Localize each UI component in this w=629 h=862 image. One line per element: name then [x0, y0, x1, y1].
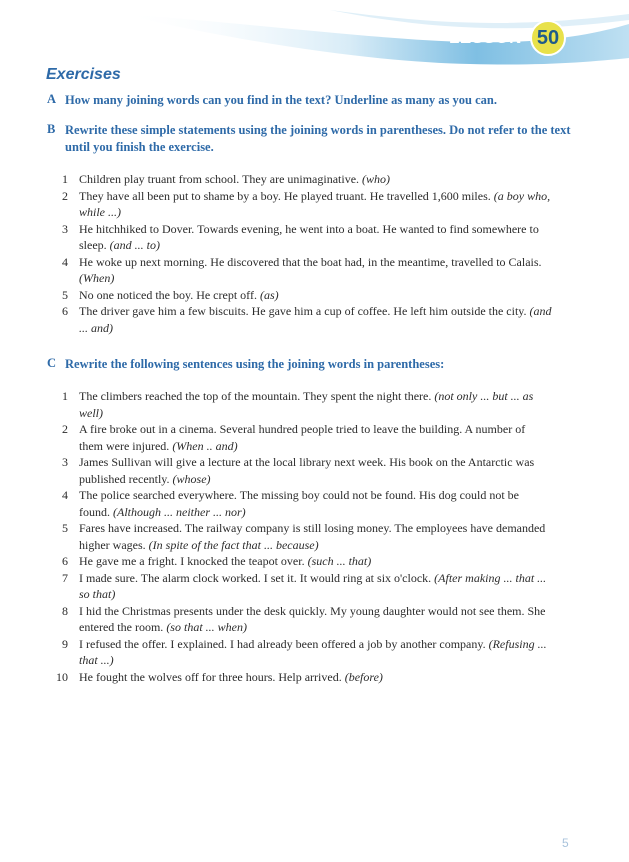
- item-hint: (and ... and): [79, 304, 552, 335]
- item-hint: (When .. and): [172, 438, 238, 453]
- item-text: He woke up next morning. He discovered that the boat had, in the meantime, travelled to Calais.: [79, 254, 542, 269]
- exercise-item: [62, 421, 552, 454]
- exercise-item: [62, 636, 552, 669]
- section-b-letter: B: [47, 122, 56, 136]
- item-number: 5: [62, 521, 68, 535]
- item-number: 7: [62, 570, 68, 585]
- exercise-item: [62, 171, 552, 188]
- item-number: 4: [62, 254, 68, 269]
- item-number: 2: [62, 422, 68, 436]
- item-hint: (When): [79, 271, 115, 285]
- section-b-list: [62, 171, 552, 336]
- exercise-item: [62, 603, 552, 636]
- item-text: The driver gave him a few biscuits. He gave him a cup of coffee. He left him outside the city.: [79, 304, 527, 318]
- exercise-item: [62, 221, 552, 254]
- item-number: 2: [62, 188, 68, 203]
- exercise-item: [62, 570, 552, 603]
- item-number: 1: [62, 389, 68, 403]
- item-text: I made sure. The alarm clock worked. I set it. It would ring at six o'clock.: [79, 570, 432, 585]
- item-hint: (After making ... that ... so that): [79, 570, 547, 601]
- item-number: 3: [62, 221, 68, 236]
- item-hint: (who): [362, 172, 391, 186]
- item-number: 6: [62, 304, 68, 318]
- section-c-letter: C: [47, 356, 57, 370]
- item-hint: (whose): [172, 471, 211, 486]
- exercise-item: [56, 669, 552, 686]
- item-hint: (such ... that): [307, 554, 372, 568]
- item-number: 9: [62, 636, 68, 651]
- item-text: He gave me a fright. I knocked the teapot over.: [79, 554, 305, 568]
- item-number: 6: [62, 554, 68, 568]
- item-text: They have all been put to shame by a boy. He played truant. He travelled 1,600 miles.: [79, 188, 491, 203]
- item-number: 1: [62, 172, 68, 186]
- page-title: Exercises: [46, 66, 121, 83]
- exercise-item: [62, 553, 552, 570]
- item-number: 3: [62, 455, 68, 469]
- item-text: No one noticed the boy. He crept off.: [79, 287, 257, 302]
- lesson-number-badge: 50: [530, 20, 566, 56]
- section-c-instruction: Rewrite the following sentences using the joining words in parentheses:: [65, 357, 445, 371]
- section-a-instruction: How many joining words can you find in the text? Underline as many as you can.: [65, 93, 497, 107]
- item-hint: (and ... to): [109, 238, 160, 252]
- item-hint: (Refusing ... that ...): [79, 636, 547, 667]
- exercise-item: [62, 287, 552, 304]
- section-b-instruction: Rewrite these simple statements using the joining words in parentheses. Do not refer to the text until you finish the exercise.: [65, 123, 571, 154]
- item-hint: (In spite of the fact that ... because): [148, 537, 319, 552]
- section-c-list: [56, 388, 552, 685]
- item-hint: (not only ... but ... as well): [79, 389, 534, 420]
- item-number: 4: [62, 488, 68, 502]
- exercise-item: [62, 454, 552, 487]
- lesson-label: LESSON: [449, 28, 522, 47]
- item-number: 8: [62, 603, 68, 618]
- item-text: Children play truant from school. They are unimaginative.: [79, 172, 360, 186]
- item-text: I hid the Christmas presents under the desk quickly. My young daughter would not see them. She entered the room.: [79, 603, 546, 634]
- item-number: 10: [56, 669, 68, 684]
- exercise-item: [62, 303, 552, 336]
- exercise-item: [62, 254, 552, 287]
- item-text: I refused the offer. I explained. I had already been offered a job by another company.: [79, 636, 486, 651]
- item-hint: (Although ... neither ... nor): [113, 504, 246, 519]
- section-a-letter: A: [47, 92, 57, 106]
- exercise-item: [62, 487, 552, 520]
- item-hint: (a boy who, while ...): [79, 188, 551, 219]
- page-number: 5: [562, 836, 569, 850]
- item-text: The climbers reached the top of the mountain. They spent the night there.: [79, 389, 432, 403]
- item-text: The police searched everywhere. The missing boy could not be found. His dog could not be found.: [79, 488, 519, 519]
- item-text: Fares have increased. The railway company is still losing money. The employees have demanded higher wages.: [79, 521, 546, 552]
- item-hint: (before): [344, 669, 383, 684]
- exercise-item: [62, 520, 552, 553]
- item-text: He fought the wolves off for three hours. Help arrived.: [79, 669, 342, 684]
- item-number: 5: [62, 287, 68, 302]
- item-hint: (as): [259, 287, 279, 302]
- item-text: He hitchhiked to Dover. Towards evening, he went into a boat. He wanted to find somewhere to sleep.: [79, 221, 539, 252]
- exercise-item: [62, 388, 552, 421]
- exercise-item: [62, 188, 552, 221]
- item-text: James Sullivan will give a lecture at the local library next week. His book on the Antarctic was published recently.: [79, 455, 535, 486]
- item-hint: (so that ... when): [166, 620, 247, 634]
- item-text: A fire broke out in a cinema. Several hundred people tried to leave the building. A number of them were injured.: [79, 422, 526, 453]
